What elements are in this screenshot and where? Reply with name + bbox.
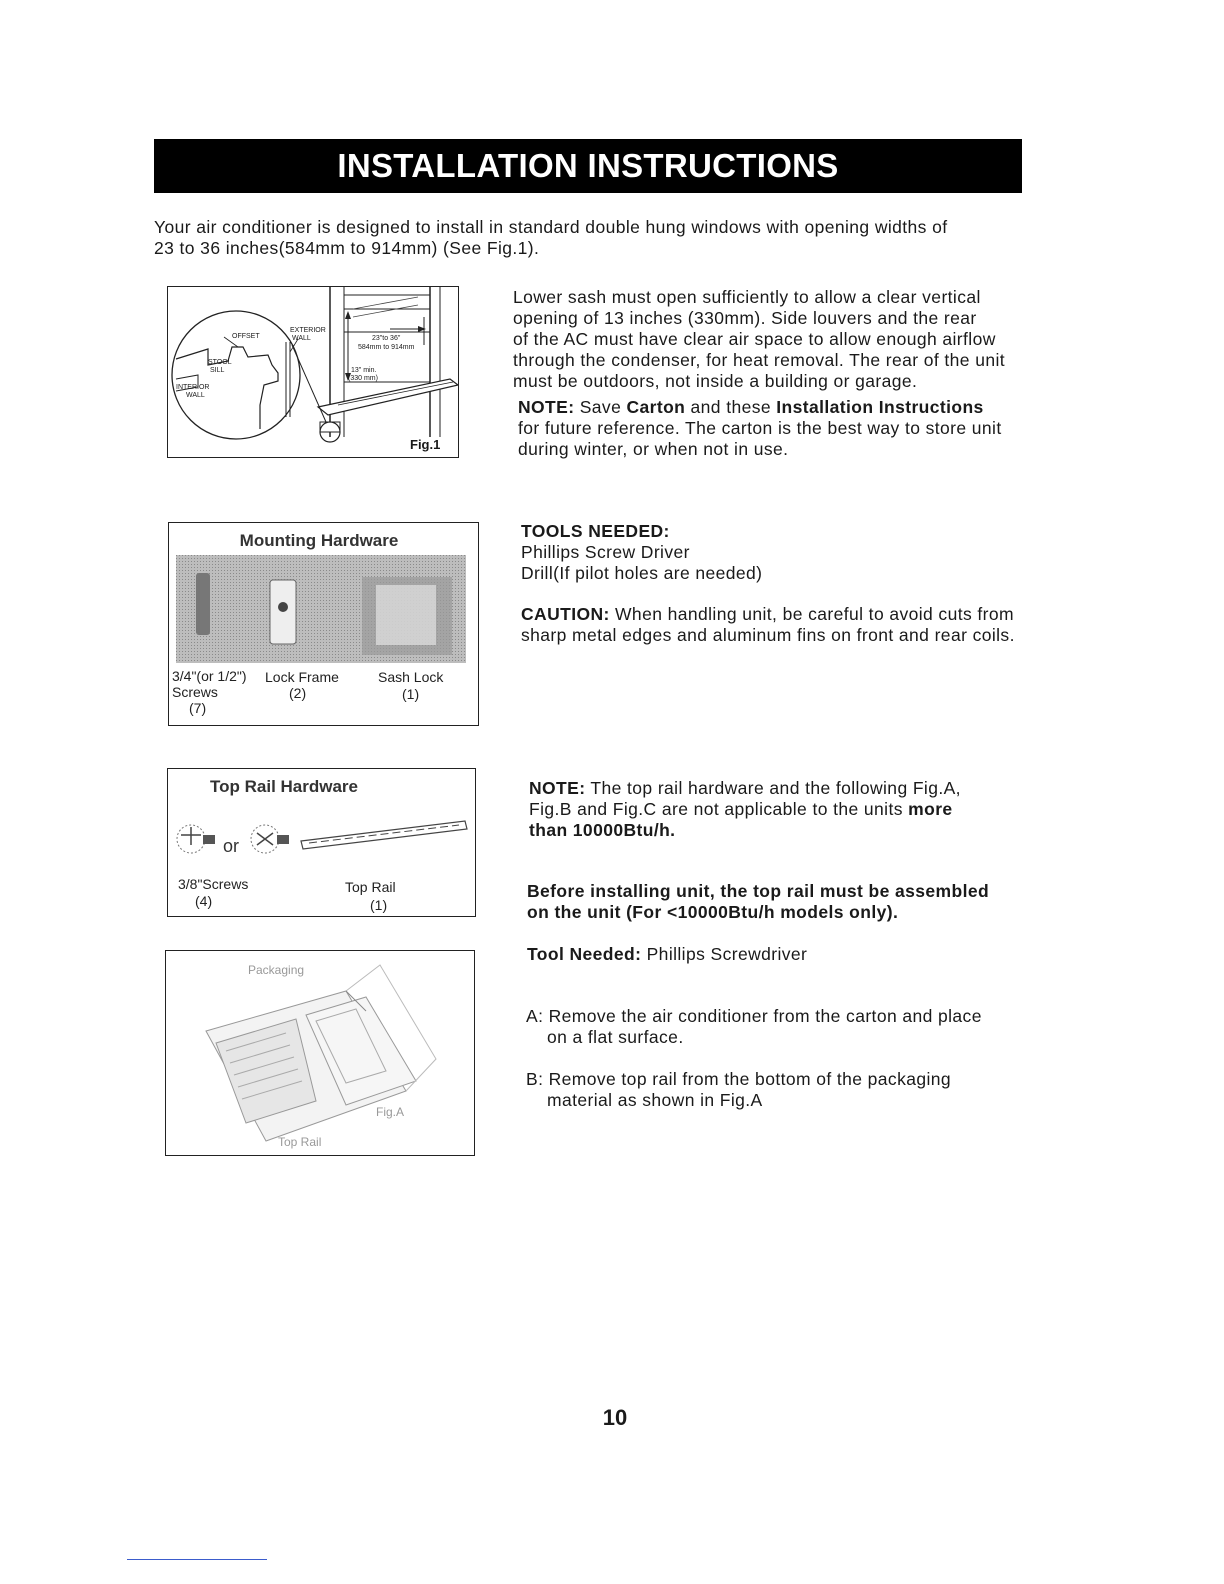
top-rail-qty: (1) [370,897,388,913]
lock-frame-label: Lock Frame [265,669,339,685]
intro-paragraph [154,217,1054,259]
sash-lock-qty: (1) [402,686,420,702]
caution-line-2: sharp metal edges and aluminum fins on front and rear coils. [521,625,1015,645]
note2-text-2: Fig.B and Fig.C are not applicable to the units [529,799,903,819]
lock-frame-qty: (2) [289,685,307,701]
sash-line-5: must be outdoors, not inside a building or garage. [513,371,918,391]
screws-qty: (7) [189,700,207,716]
page-number: 10 [602,1405,628,1430]
packaging-drawing [166,951,474,1155]
tools-item-1: Phillips Screw Driver [521,542,690,562]
note-save-carton [518,397,1078,460]
sash-line-4: through the condenser, for heat removal. The rear of the unit [513,350,1006,370]
mounting-hardware-box [168,522,479,726]
tool-needed-value: Phillips Screwdriver [646,944,808,964]
rail-screws-label: 3/8"Screws [178,876,249,892]
label-stool: STOOL [208,359,232,366]
fig1-label: Fig.1 [410,437,441,452]
top-rail-hardware-box [167,768,476,917]
label-interior: INTERIOR [176,384,210,391]
note2-text-1: The top rail hardware and the following Fig.A, [590,778,961,798]
before-installing [527,881,1087,923]
page-title: INSTALLATION INSTRUCTIONS [154,139,1022,193]
caution-label: CAUTION: [521,604,610,624]
label-sill: SILL [210,367,225,374]
caution-line-1 [521,604,1091,625]
top-rail-drawing [173,805,473,869]
tools-needed [521,521,1081,584]
tool-needed [527,944,1087,965]
packaging-label: Packaging [248,963,305,977]
note-save-word: Save [579,397,622,417]
tool-needed-label: Tool Needed: [527,944,642,964]
step-a [526,1006,1086,1048]
label-exterior: EXTERIOR [290,327,326,334]
label-interior-wall: WALL [186,392,205,399]
intro-line-2: 23 to 36 inches(584mm to 914mm) (See Fig.1). [154,238,540,258]
sash-lock-label: Sash Lock [378,669,444,685]
step-b [526,1069,1086,1111]
note-line-1 [518,397,1078,418]
note-line-2: for future reference. The carton is the best way to store unit [518,418,1002,438]
label-width: 23"to 36" [372,335,401,342]
caution-text-1: When handling unit, be careful to avoid cuts from [615,604,1014,624]
step-a-line-2: on a flat surface. [547,1027,684,1047]
or-word: or [223,836,240,856]
intro-line-1: Your air conditioner is designed to install in standard double hung windows with opening widths of [154,217,948,237]
screw-image [196,573,210,635]
label-min-mm: (330 mm) [348,375,378,382]
note2-more: more [908,799,953,819]
top-rail-label: Top Rail [345,879,396,895]
label-exterior-wall: WALL [292,335,311,342]
top-rail-image [301,821,467,849]
sash-line-1: Lower sash must open sufficiently to allow a clear vertical [513,287,981,307]
note-label: NOTE: [518,397,575,417]
label-width-mm: 584mm to 914mm [358,344,415,351]
screw-b-image [277,835,289,844]
before-line-1: Before installing unit, the top rail must be assembled [527,881,990,901]
note2-line-1 [529,778,1049,799]
label-min: 13" min. [351,367,377,374]
tools-item-2: Drill(If pilot holes are needed) [521,563,763,583]
tools-label: TOOLS NEEDED: [521,521,670,541]
step-a-line-1: A: Remove the air conditioner from the carton and place [526,1006,982,1026]
screws-word: Screws [172,684,218,700]
rail-screws-qty: (4) [195,893,213,909]
step-b-line-2: material as shown in Fig.A [547,1090,763,1110]
sash-paragraph [513,287,1073,392]
mounting-title: Mounting Hardware [239,531,399,550]
note-instructions-word: Installation Instructions [776,397,984,417]
fig1-illustration [167,286,459,458]
note-line-3: during winter, or when not in use. [518,439,789,459]
note-and-these: and these [690,397,772,417]
top-rail-title: Top Rail Hardware [210,777,358,796]
note-carton-word: Carton [626,397,686,417]
before-line-2: on the unit (For <10000Btu/h models only). [527,902,899,922]
footer-rule [127,1559,267,1560]
fig-a-label: Fig.A [376,1105,405,1119]
fig-a-illustration [165,950,475,1156]
note2-line-3: than 10000Btu/h. [529,820,676,840]
note-applicability [529,778,1049,841]
sash-line-2: opening of 13 inches (330mm). Side louvers and the rear [513,308,977,328]
caution [521,604,1091,646]
note2-label: NOTE: [529,778,586,798]
label-offset: OFFSET [232,333,260,340]
top-rail-packaging-label: Top Rail [278,1135,322,1149]
screws-label: 3/4"(or 1/2") [172,668,247,684]
screw-a-image [203,835,215,844]
sash-line-3: of the AC must have clear air space to allow enough airflow [513,329,996,349]
note2-line-2 [529,799,1049,820]
mounting-photo [176,555,466,663]
step-b-line-1: B: Remove top rail from the bottom of the packaging [526,1069,952,1089]
